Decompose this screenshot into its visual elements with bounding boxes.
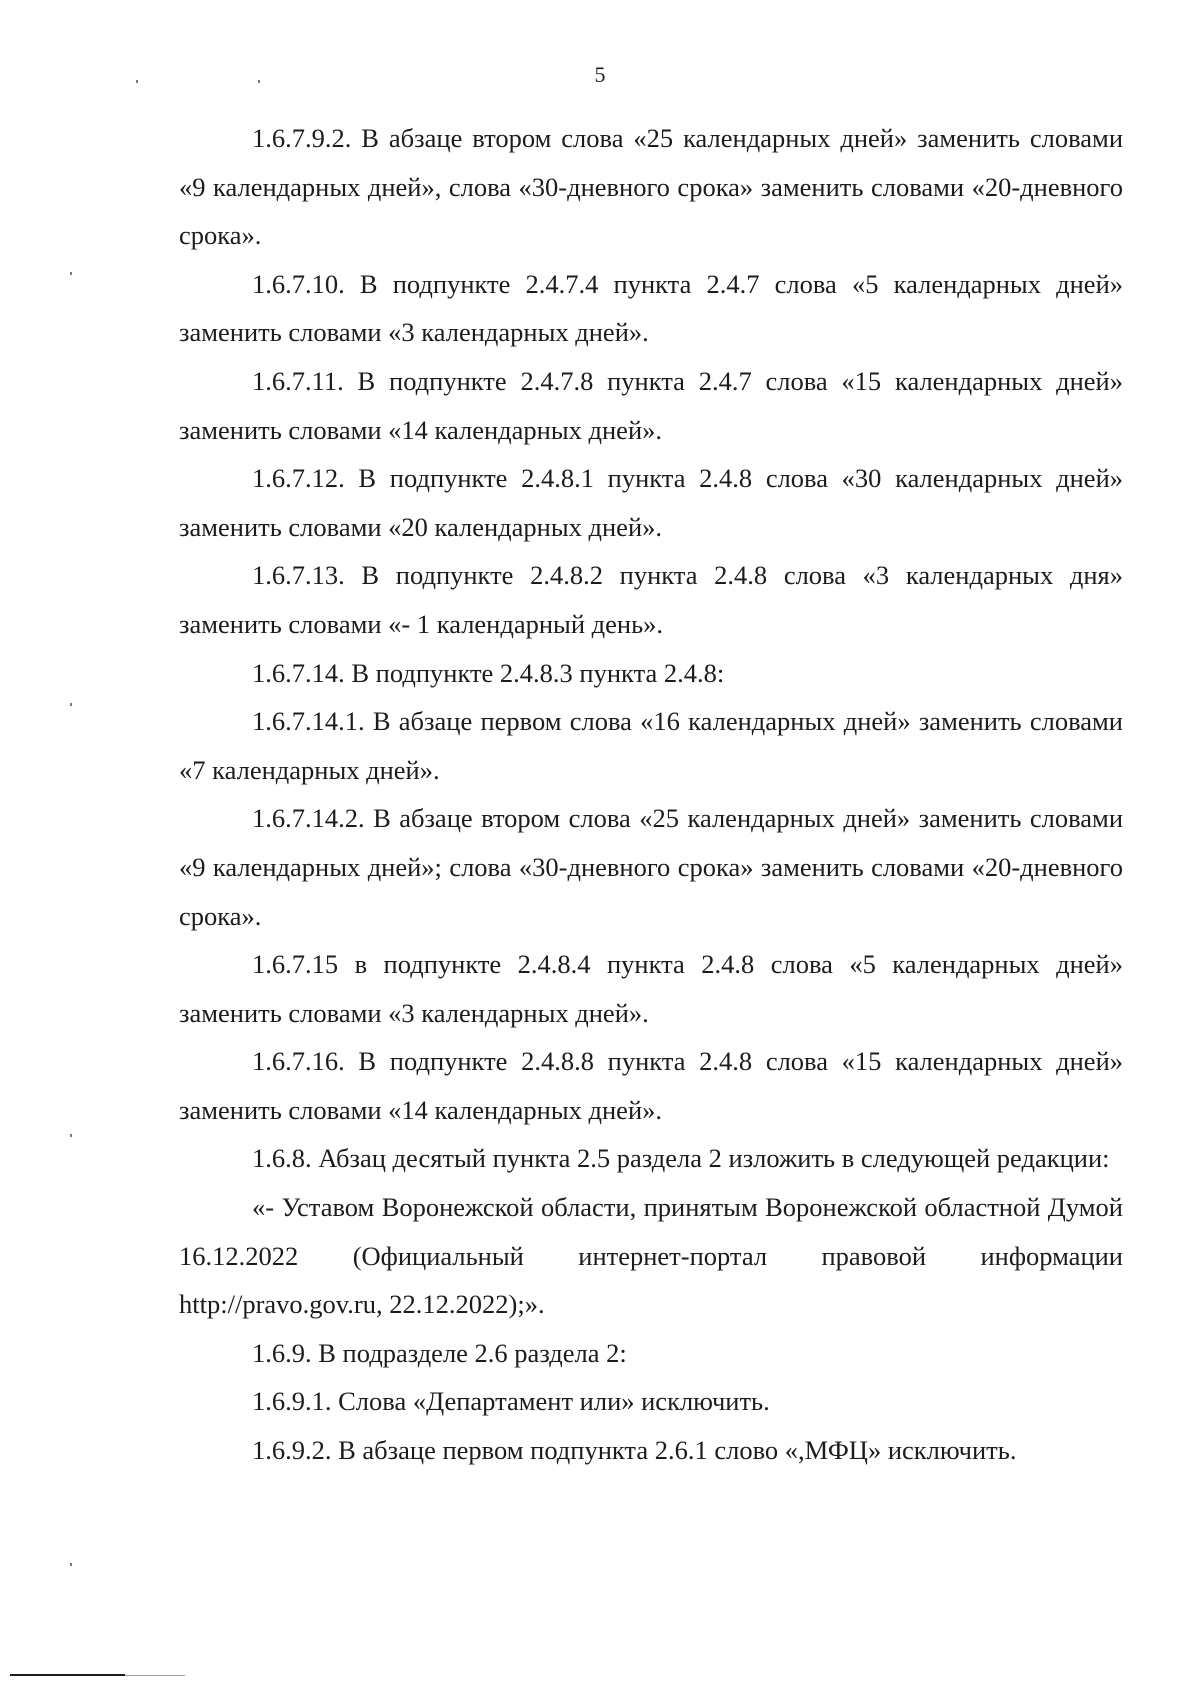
- paragraph-1-6-9-1: 1.6.9.1. Слова «Департамент или» исключить.: [252, 1386, 770, 1417]
- paragraph-1-6-7-14-1: 1.6.7.14.1. В абзаце первом слова «16 календарных дней» заменить словами «7 календарных дней».: [179, 706, 1123, 785]
- paragraph-1-6-7-11: 1.6.7.11. В подпункте 2.4.7.8 пункта 2.4.7 слова «15 календарных дней» заменить словами «14 календарных дней».: [179, 365, 1123, 445]
- scan-speck: [136, 80, 138, 83]
- paragraph-1-6-7-13: 1.6.7.13. В подпункте 2.4.8.2 пункта 2.4.8 слова «3 календарных дня» заменить словами «- 1 календарный день».: [179, 560, 1123, 639]
- paragraph-1-6-9: 1.6.9. В подразделе 2.6 раздела 2:: [252, 1337, 627, 1368]
- scan-speck: [258, 80, 260, 83]
- page-number: 5: [594, 62, 606, 87]
- paragraph-1-6-7-16: 1.6.7.16. В подпункте 2.4.8.8 пункта 2.4.8 слова «15 календарных дней» заменить словами «14 календарных дней».: [179, 1046, 1123, 1125]
- bottom-rule: [10, 1674, 125, 1676]
- scan-speck: [70, 703, 72, 706]
- paragraph-1-6-7-10: 1.6.7.10. В подпункте 2.4.7.4 пункта 2.4.7 слова «5 календарных дней» заменить словами «3 календарных дней».: [179, 268, 1123, 348]
- paragraph-1-6-7-15: 1.6.7.15 в подпункте 2.4.8.4 пункта 2.4.8 слова «5 календарных дней» заменить словами «3 календарных дней».: [179, 949, 1123, 1028]
- bottom-rule-faint: [125, 1675, 185, 1676]
- paragraph-1-6-7-14: 1.6.7.14. В подпункте 2.4.8.3 пункта 2.4.8:: [252, 657, 725, 688]
- paragraph-1-6-8: 1.6.8. Абзац десятый пункта 2.5 раздела 2 изложить в следующей редакции:: [252, 1143, 1110, 1174]
- paragraph-1-6-7-14-2: 1.6.7.14.2. В абзаце втором слова «25 календарных дней» заменить словами «9 календарных дней»; слова «30-дневного срока» заменить словами «20-дневного срока».: [179, 803, 1123, 931]
- paragraph-1-6-7-9-2: 1.6.7.9.2. В абзаце втором слова «25 календарных дней» заменить словами «9 календарных дней», слова «30-дневного срока» заменить словами «20-дневного срока».: [179, 123, 1123, 251]
- document-body: [179, 114, 1123, 1475]
- paragraph-1-6-7-12: 1.6.7.12. В подпункте 2.4.8.1 пункта 2.4.8 слова «30 календарных дней» заменить словами «20 календарных дней».: [179, 463, 1123, 542]
- paragraph-1-6-9-2: 1.6.9.2. В абзаце первом подпункта 2.6.1 слово «,МФЦ» исключить.: [252, 1435, 1017, 1466]
- paragraph-quote-charter: «- Уставом Воронежской области, принятым Воронежской областной Думой 16.12.2022 (Официальный интернет-портал правовой информации http://pravo.gov.ru, 22.12.2022);».: [179, 1192, 1123, 1320]
- scan-speck: [70, 272, 72, 275]
- scan-speck: [70, 1134, 72, 1137]
- scan-speck: [70, 1563, 72, 1566]
